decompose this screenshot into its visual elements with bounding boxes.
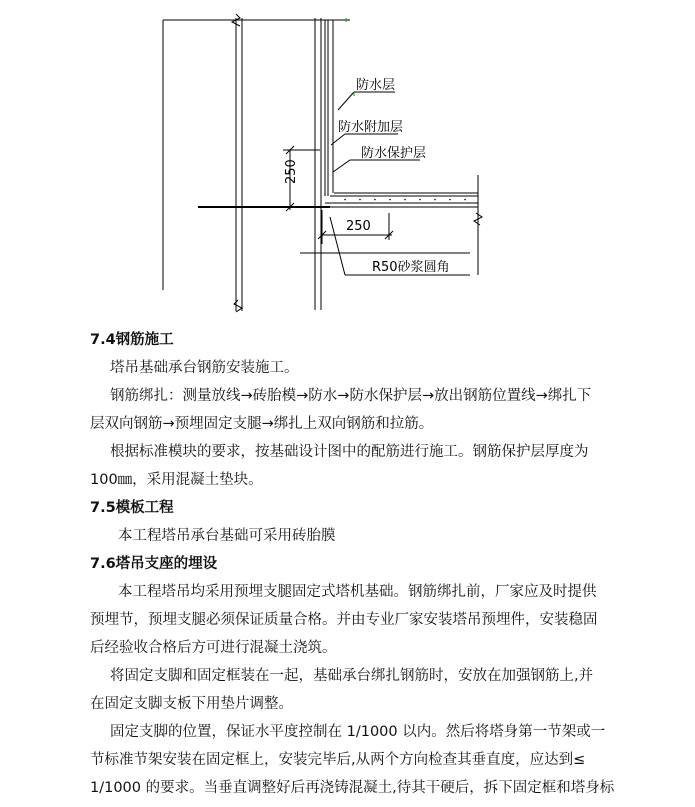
- paragraph-line: 1/1000 的要求。当垂直调整好后再浇铸混凝土,待其干硬后，拆下固定框和塔身标: [90, 780, 615, 796]
- leader-waterproof: [338, 92, 354, 110]
- paragraph-line: 钢筋绑扎：测量放线→砖胎模→防水→防水保护层→放出钢筋位置线→绑扎下: [110, 388, 592, 404]
- dim-horizontal-label: 250: [346, 219, 371, 234]
- waterproof-detail-drawing: [0, 0, 695, 330]
- dim-vertical-label: 250: [284, 159, 299, 184]
- paragraph-line: 在固定支脚支板下用垫片调整。: [90, 696, 293, 712]
- paragraph-line: 将固定支脚和固定框装在一起，基础承台绑扎钢筋时，安放在加强钢筋上,并: [110, 668, 594, 684]
- paragraph-line: 后经验收合格后方可进行混凝土浇筑。: [90, 640, 337, 656]
- label-waterproof-protection: 防水保护层: [361, 146, 427, 161]
- paragraph-line: 层双向钢筋→预埋固定支腿→绑扎上双向钢筋和拉筋。: [90, 416, 434, 432]
- paragraph-line: 100㎜，采用混凝土垫块。: [90, 472, 263, 488]
- break-mark-bottom: [234, 300, 242, 312]
- label-waterproof-additional: 防水附加层: [338, 120, 404, 135]
- paragraph-line: 塔吊基础承台钢筋安装施工。: [110, 360, 299, 376]
- label-waterproof: 防水层: [356, 78, 396, 93]
- section-heading: 7.6塔吊支座的埋设: [90, 556, 218, 572]
- paragraph-line: 固定支脚的位置，保证水平度控制在 1/1000 以内。然后将塔身第一节架或一: [110, 724, 606, 740]
- paragraph-line: 节标准节架安装在固定框上，安装完毕后,从两个方向检查其垂直度，应达到≤: [90, 752, 586, 768]
- right-break-mark: [474, 213, 482, 225]
- label-fillet: R50砂浆圆角: [372, 260, 450, 275]
- paragraph-line: 本工程塔吊均采用预埋支腿固定式塔机基础。钢筋绑扎前，厂家应及时提供: [118, 584, 597, 600]
- section-heading: 7.5模板工程: [90, 500, 174, 516]
- leader-protection: [333, 160, 350, 172]
- section-heading: 7.4钢筋施工: [90, 332, 174, 348]
- paragraph-line: 预埋节，预埋支腿必须保证质量合格。并由专业厂家安装塔吊预埋件，安装稳固: [90, 612, 598, 628]
- leader-fillet: [330, 217, 345, 275]
- paragraph-line: 本工程塔吊承台基础可采用砖胎膜: [118, 528, 336, 544]
- paragraph-line: 根据标准模块的要求，按基础设计图中的配筋进行施工。钢筋保护层厚度为: [110, 444, 589, 460]
